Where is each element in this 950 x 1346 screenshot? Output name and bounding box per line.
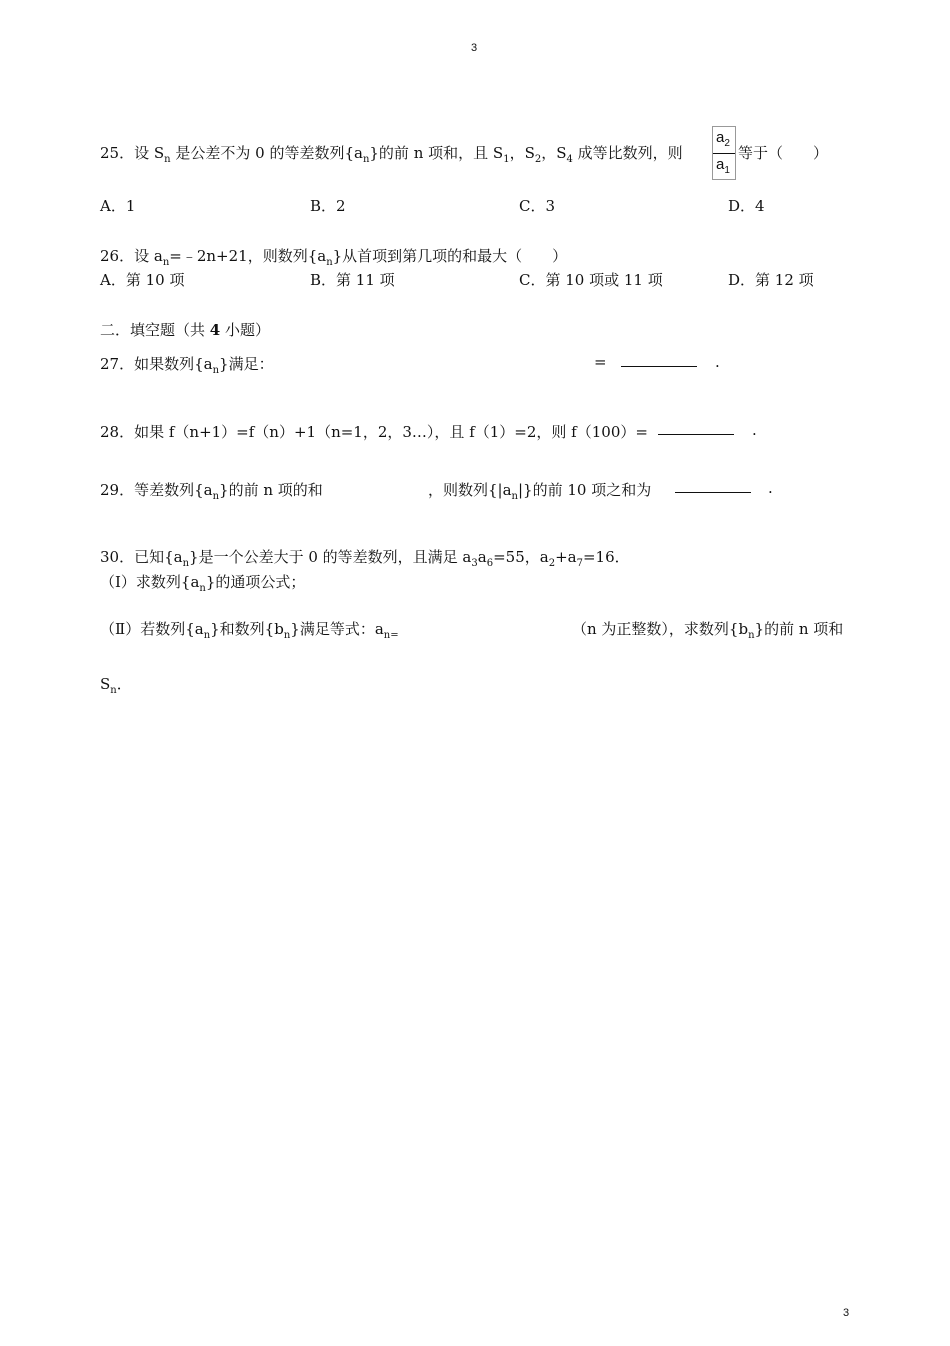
q29-text: ，则数列{|a — [428, 481, 512, 499]
frac-num-letter: a — [716, 129, 725, 146]
q25-text: }的前 n 项和，且 S — [369, 144, 504, 162]
q30-part2-text: }满足等式：a — [290, 620, 384, 638]
subscript: n — [199, 583, 206, 594]
subscript: 4 — [566, 154, 573, 165]
section-heading-fill-in — [100, 319, 270, 340]
q26-option-a: A．第 10 项 — [100, 271, 185, 289]
subscript: n — [162, 257, 170, 268]
section-count: 4 — [209, 321, 221, 339]
q25-option-a: A．1 — [100, 197, 136, 215]
q30-part-2-tail — [572, 618, 843, 639]
q25-text: ，S — [541, 144, 567, 162]
q30-text: 30．已知{a — [100, 548, 183, 566]
subscript: n — [283, 630, 291, 641]
subscript: n — [326, 257, 333, 268]
page-number-bottom: 3 — [843, 1307, 850, 1319]
q25-num: 25．设 S — [100, 144, 165, 162]
q30-part2-text: }和数列{b — [210, 620, 284, 638]
q30-part2-text: （n 为正整数），求数列{b — [572, 620, 749, 638]
subscript: n= — [383, 630, 399, 641]
page-number-top: 3 — [471, 42, 478, 54]
subscript: 7 — [576, 558, 583, 569]
question-27-stem — [100, 353, 274, 374]
q30-part1-text: （Ⅰ）求数列{a — [100, 573, 200, 591]
subscript: n — [164, 154, 171, 165]
q29-text: }的前 n 项的和 — [219, 481, 323, 499]
q30-sn — [100, 673, 132, 694]
q29-text: 29．等差数列{a — [100, 481, 213, 499]
q26-option-c: C．第 10 项或 11 项 — [519, 271, 663, 289]
q26-num: 26．设 a — [100, 247, 163, 265]
q27-text: 27．如果数列{a — [100, 355, 213, 373]
q30-text: =55，a — [493, 548, 549, 566]
question-28-stem: 28．如果 f（n+1）=f（n）+1（n=1，2，3…），且 f（1）=2，则 f（100）= — [100, 423, 648, 441]
subscript: 2 — [548, 558, 556, 569]
section-suffix: 小题） — [220, 321, 270, 339]
frac-denominator — [716, 156, 730, 176]
subscript: n — [212, 365, 220, 376]
q26-text: }从首项到第几项的和最大（ ） — [332, 247, 568, 265]
q29-answer-blank — [675, 478, 751, 497]
q25-text: 是公差不为 0 的等差数列{a — [170, 144, 363, 162]
q28-answer-blank — [658, 420, 734, 439]
q30-text: }是一个公差大于 0 的等差数列，且满足 a — [189, 548, 472, 566]
q30-text: +a — [555, 548, 577, 566]
q27-equals: = — [594, 353, 607, 371]
subscript: n — [748, 630, 755, 641]
subscript: 2 — [534, 154, 542, 165]
q29-stem-tail — [428, 479, 651, 500]
subscript: 1 — [503, 154, 510, 165]
section-prefix: 二．填空题（共 — [100, 321, 210, 339]
q30-part2-text: （Ⅱ）若数列{a — [100, 620, 204, 638]
q30-text: a — [477, 548, 487, 566]
question-30-stem — [100, 546, 630, 567]
frac-den-letter: a — [716, 156, 725, 173]
subscript: 6 — [486, 558, 494, 569]
q27-answer-blank — [621, 352, 697, 371]
subscript: n — [212, 491, 220, 502]
q30-part-2 — [100, 618, 399, 639]
q26-text: =﹣2n+21，则数列{a — [169, 247, 327, 265]
q25-text: 成等比数列，则 — [572, 144, 683, 162]
q25-option-d: D．4 — [728, 197, 765, 215]
subscript: n — [203, 630, 211, 641]
subscript: n — [182, 558, 190, 569]
q30-sn-letter: S — [100, 675, 111, 693]
question-29-stem — [100, 479, 323, 500]
subscript: 2 — [724, 138, 730, 149]
subscript: 3 — [471, 558, 478, 569]
subscript: 1 — [724, 165, 730, 176]
q30-part1-text: }的通项公式； — [205, 573, 306, 591]
q29-text: |}的前 10 项之和为 — [518, 481, 652, 499]
subscript: n — [362, 154, 370, 165]
q25-option-b: B．2 — [310, 197, 346, 215]
q25-tail: 等于（ ） — [738, 144, 829, 162]
question-25-stem — [100, 142, 683, 163]
q30-text: =16． — [582, 548, 630, 566]
q30-part2-text: }的前 n 项和 — [754, 620, 844, 638]
question-26-stem — [100, 245, 567, 266]
fraction-bar — [713, 153, 735, 154]
q28-period: . — [752, 421, 757, 439]
q27-text: }满足： — [219, 355, 274, 373]
q30-part-1 — [100, 571, 305, 592]
q27-period: . — [715, 353, 720, 371]
subscript: n — [511, 491, 518, 502]
q30-sn-dot: ． — [116, 675, 132, 693]
q25-text: ，S — [509, 144, 535, 162]
fraction-a2-over-a1 — [712, 126, 736, 180]
q26-option-d: D．第 12 项 — [728, 271, 814, 289]
q26-option-b: B．第 11 项 — [310, 271, 395, 289]
frac-numerator — [716, 129, 730, 149]
q25-option-c: C．3 — [519, 197, 556, 215]
q29-period: . — [768, 479, 773, 497]
subscript: n — [110, 685, 117, 696]
